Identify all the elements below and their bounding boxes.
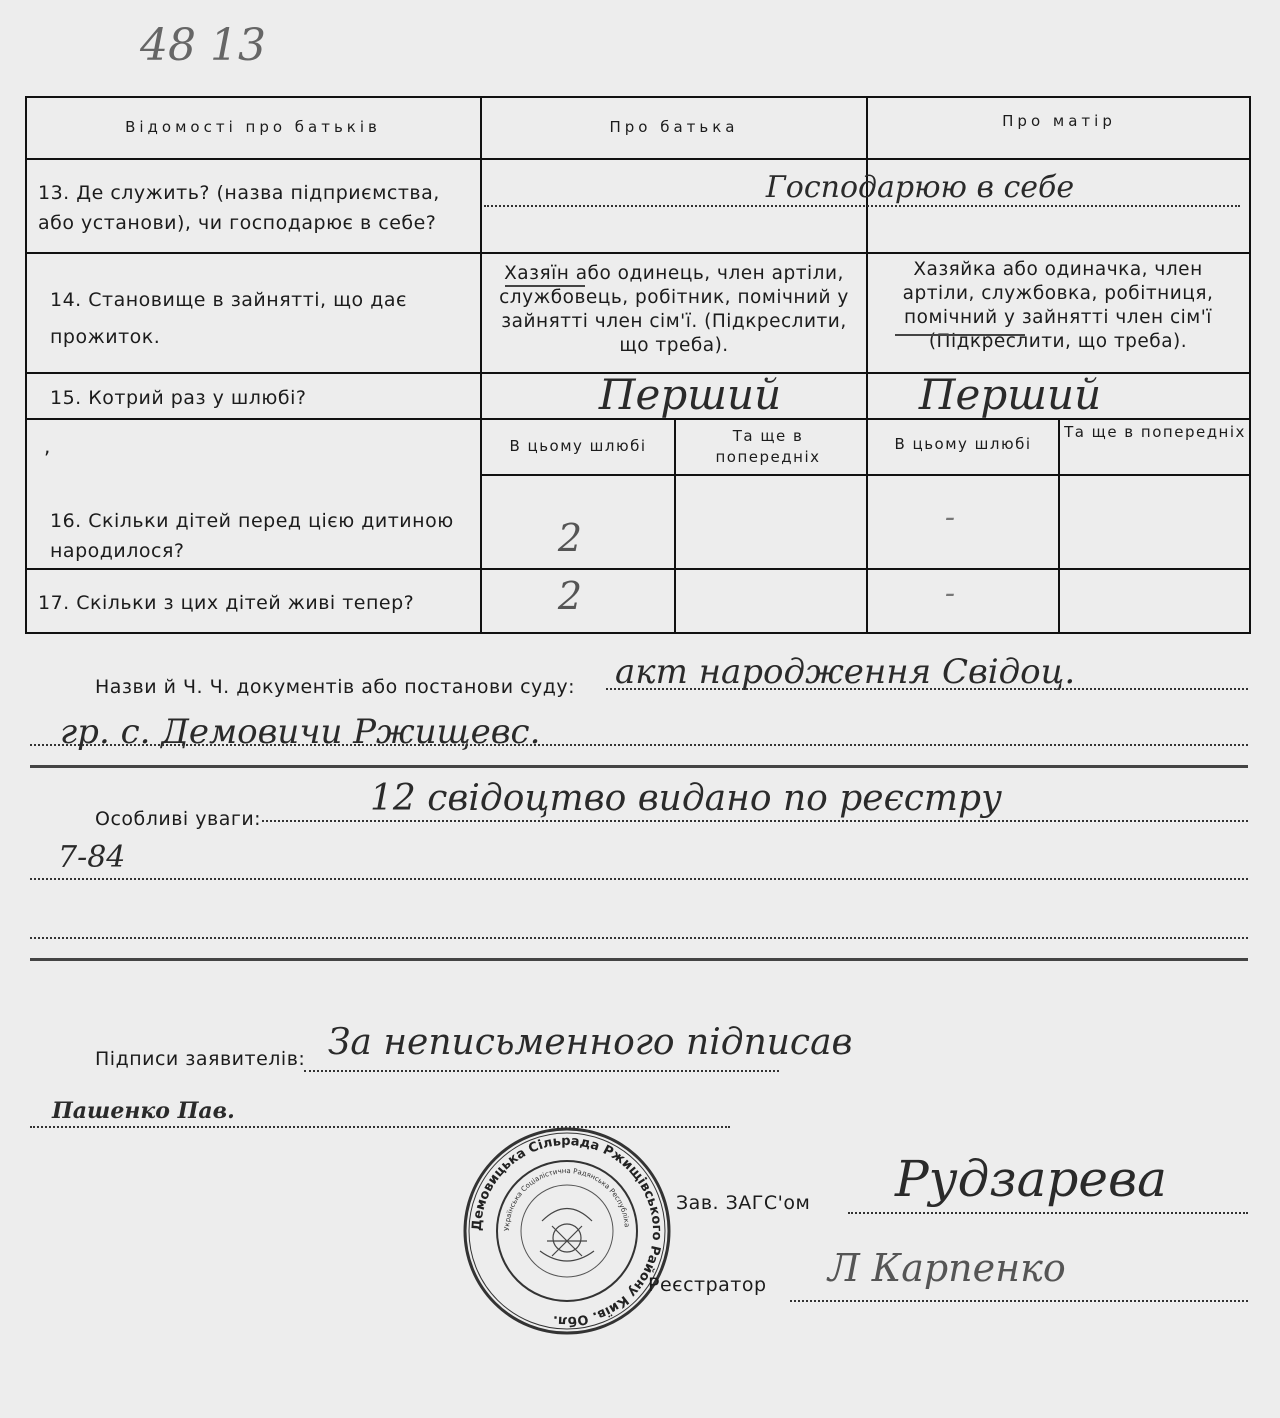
row16-father-this-value: 2 <box>557 516 583 560</box>
row15-father-value: Перший <box>598 370 782 419</box>
row14-label: 14. Становище в зайнятті, що дає прожиток. <box>50 289 407 348</box>
row14-mother-options: Хазяйка або одиначка, член артіли, службовка, робітниця, помічний у зайнятті член сім'ї (Підкреслити, що треба). <box>902 259 1214 352</box>
documents-value-line1: акт народження Свідоц. <box>615 652 1076 692</box>
row15-mother-value: Перший <box>918 370 1102 419</box>
seal-inner-text: Українська Соціалістична Радянська Республіка <box>502 1166 631 1232</box>
notes-value-line2: 7-84 <box>58 840 126 875</box>
notes-label: Особливі уваги: <box>95 808 262 830</box>
row13-value: Господарюю в себе <box>765 170 1075 205</box>
row16-sub-mother-prev: Та ще в попередніх <box>1064 423 1246 441</box>
row16-mother-this-value: - <box>944 500 956 535</box>
row16-sub-mother-this: В цьому шлюбі <box>894 435 1032 453</box>
row13-label: 13. Де служить? (назва підприємства, або установи), чи господарює в себе? <box>38 182 440 234</box>
seal-icon <box>462 1126 672 1336</box>
row16-label: 16. Скільки дітей перед цією дитиною народилося? <box>50 510 454 562</box>
head-signature: Рудзарева <box>895 1150 1167 1208</box>
row17-label: 17. Скільки з цих дітей живі тепер? <box>38 592 415 614</box>
row16-mark: , <box>44 434 51 458</box>
registrar-signature: Л Карпенко <box>828 1246 1066 1290</box>
applicant-signature: Пашенко Пав. <box>52 1098 235 1124</box>
official-seal <box>462 1126 672 1336</box>
seal-outer-text: Демовицька Сільрада Ржищівського Району Київ. Обл. <box>469 1133 665 1329</box>
notes-value-line1: 12 свідоцтво видано по реєстру <box>370 778 1002 819</box>
row15-label: 15. Котрий раз у шлюбі? <box>50 387 307 409</box>
header-parents-info: Відомості про батьків <box>125 118 381 136</box>
header-mother: Про матір <box>1002 112 1116 130</box>
signatures-value: За неписьменного підписав <box>328 1022 853 1063</box>
signatures-label: Підписи заявителів: <box>95 1048 306 1070</box>
page-number: 48 13 <box>140 20 266 71</box>
row14-father-options: Хазяїн або одинець, член артіли, службовець, робітник, помічний у зайнятті член сім'ї. (Підкреслити, що треба). <box>499 263 849 356</box>
row16-sub-father-this: В цьому шлюбі <box>509 437 647 455</box>
row17-father-this-value: 2 <box>557 574 583 618</box>
documents-value-line2: гр. с. Демовичи Ржищевс. <box>60 712 541 752</box>
head-label: Зав. ЗАГС'ом <box>676 1192 811 1214</box>
header-father: Про батька <box>609 118 739 136</box>
registrar-label: Реєстратор <box>648 1274 767 1296</box>
svg-text:Демовицька Сільрада Ржищівсько <box>470 1134 664 1328</box>
row16-sub-father-prev: Та ще в попередніх <box>715 427 821 466</box>
row17-mother-this-value: - <box>944 576 956 611</box>
documents-label: Назви й Ч. Ч. документів або постанови суду: <box>95 676 576 698</box>
